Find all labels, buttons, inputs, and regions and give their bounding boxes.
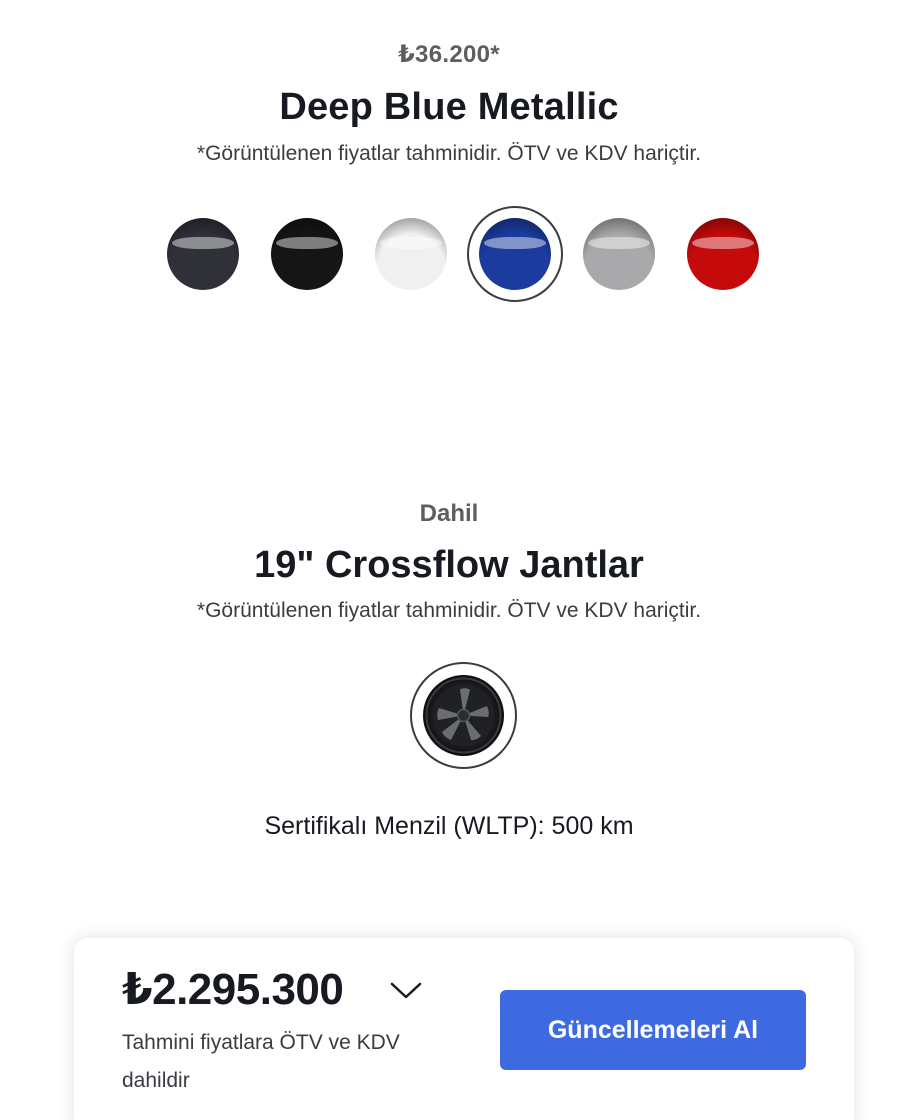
paint-disclaimer: *Görüntülenen fiyatlar tahminidir. ÖTV ve KDV hariçtir. <box>196 142 702 165</box>
paint-swatch-ultra-red[interactable] <box>687 218 759 290</box>
paint-price: ₺36.200* <box>398 41 500 68</box>
price-footer <box>74 938 854 1120</box>
paint-swatch-quicksilver[interactable] <box>583 218 655 290</box>
chevron-down-icon[interactable] <box>388 978 424 1002</box>
get-updates-button[interactable]: Güncellemeleri Al <box>500 990 806 1070</box>
wheel-heading: Dahil <box>419 500 479 527</box>
paint-swatch-pearl-white[interactable] <box>375 218 447 290</box>
paint-name: Deep Blue Metallic <box>279 86 619 128</box>
paint-swatch-deep-blue-metallic[interactable] <box>479 218 551 290</box>
paint-swatch-stealth-grey[interactable] <box>167 218 239 290</box>
price-note: Tahmini fiyatlara ÖTV ve KDV dahildir <box>122 1031 400 1092</box>
total-price: ₺2.295.300 <box>122 965 344 1014</box>
range-text: Sertifikalı Menzil (WLTP): 500 km <box>264 812 634 840</box>
wheel-disclaimer: *Görüntülenen fiyatlar tahminidir. ÖTV ve KDV hariçtir. <box>196 599 702 622</box>
crossflow-wheel-icon[interactable] <box>423 675 504 756</box>
wheel-name: 19" Crossflow Jantlar <box>254 544 644 586</box>
paint-swatch-solid-black[interactable] <box>271 218 343 290</box>
